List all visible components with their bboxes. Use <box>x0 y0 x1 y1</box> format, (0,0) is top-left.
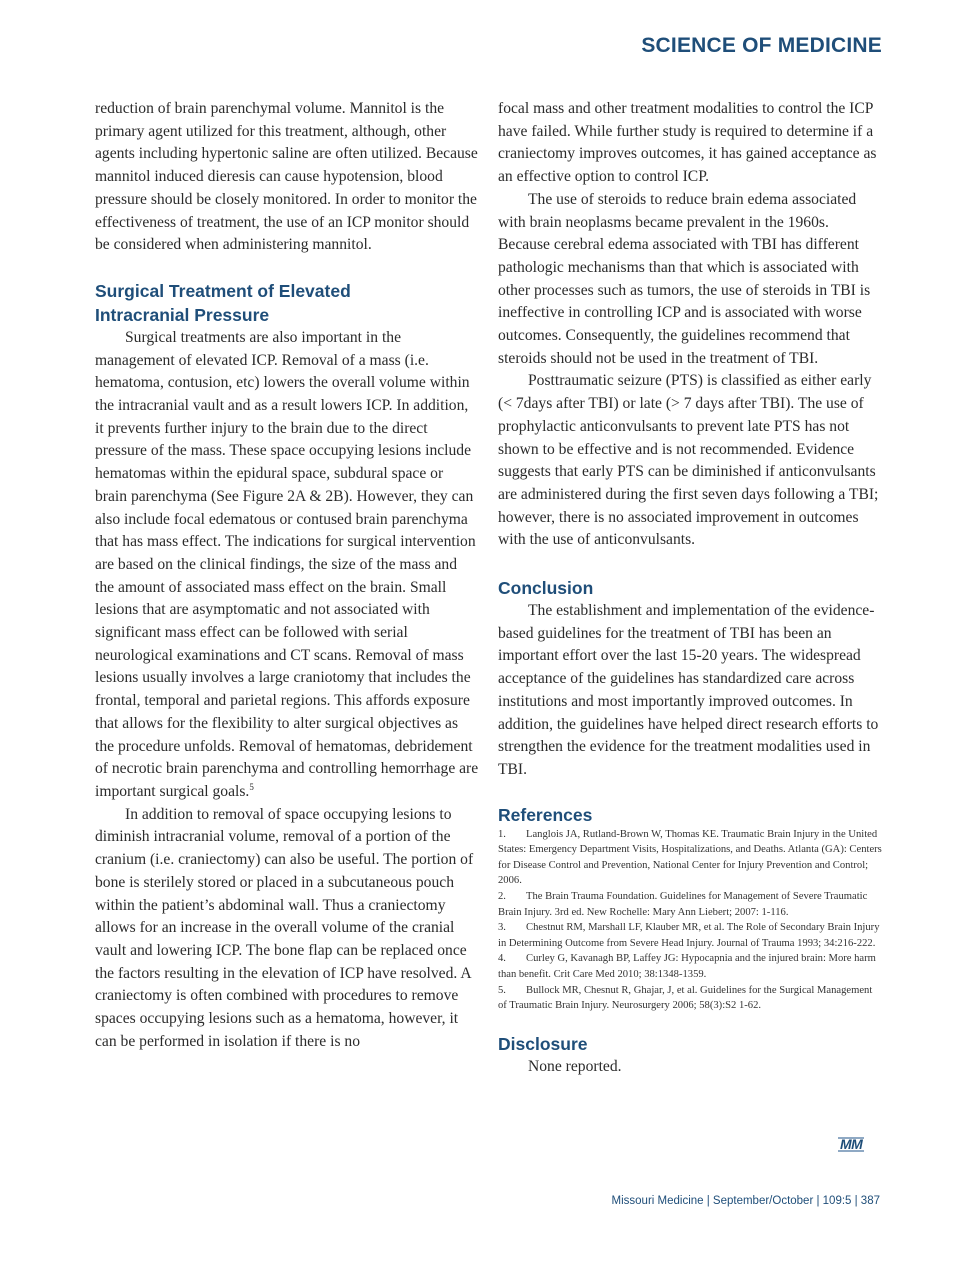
left-paragraph-craniectomy: In addition to removal of space occupying lesions to diminish intracranial volume, removal of a portion of the cranium (i.e. craniectomy) can also be useful. The portion of bone is sterilely stored or placed in a subcutaneous pouch within the patient’s abdominal wall. Thus a craniectomy allows for an increase in the overall volume of the cranial vault and lowering ICP. The bone flap can be replaced once the factors resulting in the elevation of ICP have resolved. A craniectomy is often combined with procedures to remove spaces occupying lesions such as a hematoma, however, it can be performed in isolation if there is no <box>95 805 474 1050</box>
citation-superscript: 5 <box>249 781 254 792</box>
section-title: SCIENCE OF MEDICINE <box>641 34 882 57</box>
reference-text: Chestnut RM, Marshall LF, Klauber MR, et al. The Role of Secondary Brain Injury in Determining Outcome from Severe Head Injury. Journal of Trauma 1993; 34:216-222. <box>498 922 880 949</box>
reference-number: 4. <box>498 953 506 965</box>
page-footer: Missouri Medicine | September/October | 109:5 | 387 <box>611 1195 880 1207</box>
reference-item <box>498 983 882 1014</box>
left-paragraph-surgical <box>95 327 479 804</box>
heading-references: References <box>498 804 593 825</box>
heading-surgical-treatment <box>95 279 479 327</box>
surgical-text: Surgical treatments are also important in the management of elevated ICP. Removal of a mass (i.e. hematoma, contusion, etc) lowers the overall volume within the intracranial vault and as a result lowers ICP. In addition, it prevents further injury to the brain due to the direct pressure of the mass. These space occupying lesions include hematomas within the epidural space, subdural space or brain parenchyma (See Figure 2A & 2B). However, they can also include focal edematous or contused brain parenchyma that has mass effect. The indications for surgical intervention are based on the clinical findings, the size of the mass and the amount of associated mass effect on the brain. Small lesions that are asymptomatic and not associated with significant mass effect can be followed with serial neurological examinations and CT scans. Removal of mass lesions usually involves a large craniotomy that includes the frontal, temporal and parietal regions. This affords exposure that allows for the flexibility to alter surgical objectives as the procedure unfolds. Removal of hematomas, debridement of necrotic brain parenchyma and controlling hemorrhage are important surgical goals. <box>95 328 479 800</box>
right-paragraph-steroids: The use of steroids to reduce brain edema associated with brain neoplasms became prevalent in the 1960s. Because cerebral edema associated with TBI has different pathologic mechanisms than that which is associated with other processes such as tumors, the use of steroids in TBI is ineffective in controlling ICP and is associated with worse outcomes. Consequently, the guidelines recommend that steroids should not be used in the treatment of TBI. <box>498 190 871 367</box>
reference-number: 3. <box>498 922 506 934</box>
reference-text: Langlois JA, Rutland-Brown W, Thomas KE. Traumatic Brain Injury in the United States: Emergency Department Visits, Hospitalizations, and Deaths. Atlanta (GA): Centers for Disease Control and Prevention, National Center for Injury Prevention and Control; 2006. <box>498 828 882 887</box>
reference-number: 2. <box>498 891 506 903</box>
references-list <box>498 827 882 1014</box>
reference-text: Bullock MR, Chesnut R, Ghajar, J, et al. Guidelines for the Surgical Management of Traumatic Brain Injury. Neurosurgery 2006; 58(3):S2 1-62. <box>498 984 873 1012</box>
heading-surgical-line1: Surgical Treatment of Elevated <box>95 280 351 301</box>
right-paragraph-continued: focal mass and other treatment modalities to control the ICP have failed. While further study is required to determine if a craniectomy improves outcomes, it has gained acceptance as an effective option to control ICP. <box>498 100 877 186</box>
heading-surgical-line2: Intracranial Pressure <box>95 304 270 325</box>
reference-number: 1. <box>498 828 506 840</box>
reference-item <box>498 920 882 951</box>
heading-conclusion: Conclusion <box>498 578 594 599</box>
right-paragraph-seizure: Posttraumatic seizure (PTS) is classified as either early (< 7days after TBI) or late (> 7 days after TBI). The use of prophylactic anticonvulsants to prevent late PTS has not shown to be effective and is not recommended. Evidence suggests that early PTS can be diminished if anticonvulsants are administered during the first seven days following a TBI; however, there is no associated improvement in outcomes with the use of anticonvulsants. <box>498 372 879 549</box>
reference-item <box>498 889 882 920</box>
right-column <box>498 98 882 1079</box>
mm-logo-icon: MM <box>840 1136 863 1152</box>
left-column <box>95 98 479 1053</box>
disclosure-text: None reported. <box>528 1057 622 1075</box>
left-paragraph-mannitol: reduction of brain parenchymal volume. Mannitol is the primary agent utilized for this treatment, although, other agents including hypertonic saline are often utilized. Because mannitol induced dieresis can cause hypotension, blood pressure should be closely monitored. In order to monitor the effectiveness of treatment, the use of an ICP monitor should be considered when administering mannitol. <box>95 100 478 254</box>
heading-disclosure: Disclosure <box>498 1033 588 1054</box>
reference-item <box>498 951 882 982</box>
reference-item <box>498 827 882 889</box>
reference-text: Curley G, Kavanagh BP, Laffey JG: Hypocapnia and the injured brain: More harm than benefit. Crit Care Med 2010; 38:1348-1359. <box>498 953 876 981</box>
reference-text: The Brain Trauma Foundation. Guidelines for Management of Severe Traumatic Brain Injury. 3rd ed. New Rochelle: Mary Ann Liebert; 2007: 1-116. <box>498 891 868 918</box>
reference-number: 5. <box>498 984 506 996</box>
right-paragraph-conclusion: The establishment and implementation of the evidence-based guidelines for the treatment of TBI has been an important effort over the last 15-20 years. The widespread acceptance of the guidelines has standardized care across institutions and most importantly improved outcomes. In addition, the guidelines have helped direct research efforts to strengthen the evidence for the treatment modalities used in TBI. <box>498 602 879 778</box>
